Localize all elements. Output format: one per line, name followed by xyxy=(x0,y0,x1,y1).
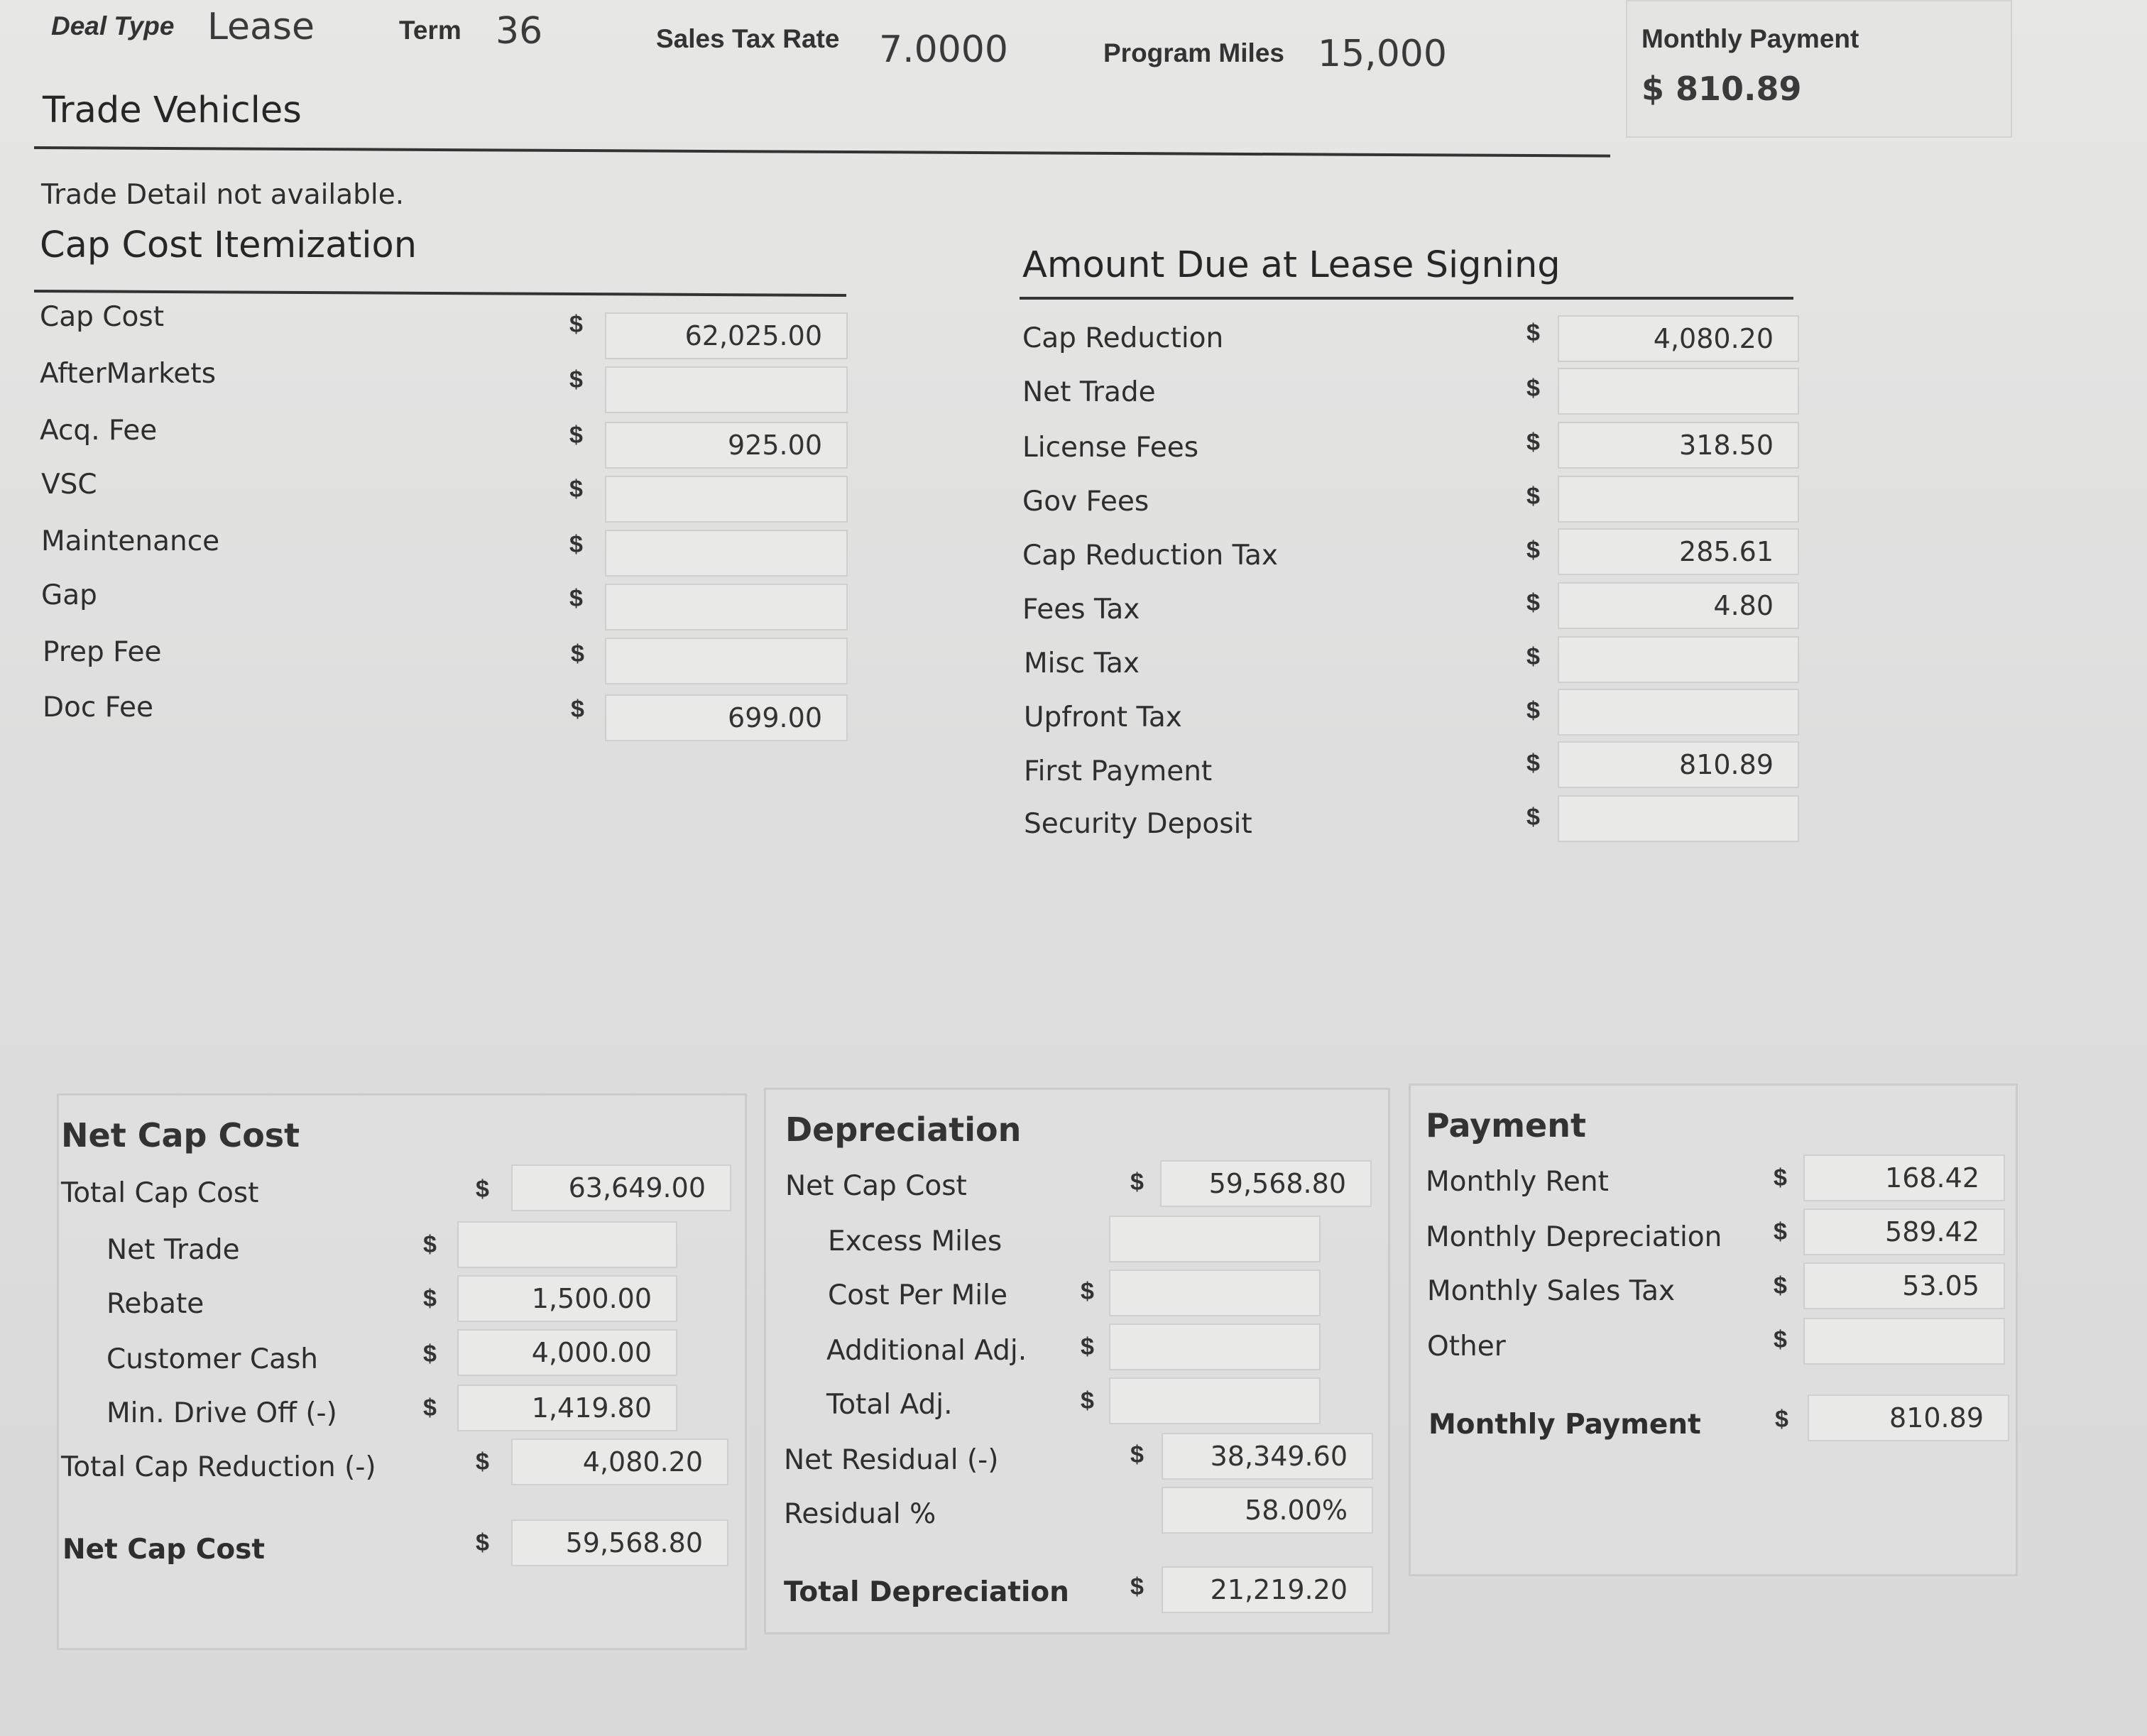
net-residual-field[interactable]: 38,349.60 xyxy=(1162,1433,1373,1480)
monthly-payment-field[interactable]: 810.89 xyxy=(1808,1394,2009,1441)
net-cap-cost-label: Net Cap Cost xyxy=(62,1534,266,1566)
net-trade-field[interactable] xyxy=(1558,368,1799,415)
currency-sign: $ xyxy=(423,1341,437,1367)
currency-sign: $ xyxy=(1526,643,1540,670)
currency-sign: $ xyxy=(1526,589,1540,616)
program-miles-value: 15,000 xyxy=(1318,33,1447,75)
misc-tax-label: Misc Tax xyxy=(1024,648,1140,679)
vsc-field[interactable] xyxy=(605,476,848,523)
amount-due-title: Amount Due at Lease Signing xyxy=(1022,244,1561,286)
aftermarkets-label: AfterMarkets xyxy=(40,358,217,390)
currency-sign: $ xyxy=(1775,1406,1788,1433)
net-trade-label: Net Trade xyxy=(106,1234,240,1266)
acq-fee-field[interactable]: 925.00 xyxy=(605,422,848,469)
currency-sign: $ xyxy=(569,531,583,558)
gap-label: Gap xyxy=(41,579,97,611)
program-miles-label: Program Miles xyxy=(1103,38,1284,67)
monthly-payment-card xyxy=(1626,0,2012,138)
currency-sign: $ xyxy=(476,1176,489,1203)
net-residual-label: Net Residual (-) xyxy=(784,1444,999,1476)
customer-cash-field[interactable]: 4,000.00 xyxy=(457,1329,677,1376)
monthly-depreciation-field[interactable]: 589.42 xyxy=(1803,1208,2005,1255)
currency-sign: $ xyxy=(476,1448,489,1475)
trade-vehicles-title: Trade Vehicles xyxy=(43,89,302,131)
security-deposit-label: Security Deposit xyxy=(1024,808,1252,840)
monthly-payment-header-label: Monthly Payment xyxy=(1641,24,1859,53)
upfront-tax-label: Upfront Tax xyxy=(1024,702,1182,733)
total-adj-field[interactable] xyxy=(1109,1377,1321,1424)
rebate-label: Rebate xyxy=(106,1288,204,1320)
fees-tax-field[interactable]: 4.80 xyxy=(1558,582,1799,629)
cost-per-mile-label: Cost Per Mile xyxy=(828,1279,1007,1311)
min-drive-off-label: Min. Drive Off (-) xyxy=(106,1397,337,1429)
currency-sign: $ xyxy=(1526,750,1540,777)
prep-fee-label: Prep Fee xyxy=(43,636,162,668)
acq-fee-label: Acq. Fee xyxy=(40,415,158,447)
cap-reduction-tax-label: Cap Reduction Tax xyxy=(1022,540,1278,572)
depreciation-panel-title: Depreciation xyxy=(785,1110,1022,1149)
monthly-payment-label: Monthly Payment xyxy=(1428,1409,1701,1441)
min-drive-off-field[interactable]: 1,419.80 xyxy=(457,1385,677,1431)
currency-sign: $ xyxy=(1774,1164,1787,1191)
currency-sign: $ xyxy=(1526,320,1540,346)
cap-reduction-tax-field[interactable]: 285.61 xyxy=(1558,528,1799,575)
currency-sign: $ xyxy=(1526,375,1540,402)
currency-sign: $ xyxy=(423,1285,437,1312)
currency-sign: $ xyxy=(1130,1573,1144,1600)
term-label: Term xyxy=(399,16,461,45)
residual-pct-label: Residual % xyxy=(784,1498,936,1530)
currency-sign: $ xyxy=(1130,1441,1144,1468)
currency-sign: $ xyxy=(1526,429,1540,456)
rebate-field[interactable]: 1,500.00 xyxy=(457,1275,677,1322)
net-cap-panel-title: Net Cap Cost xyxy=(61,1116,300,1154)
currency-sign: $ xyxy=(1130,1169,1144,1196)
deal-type-value: Lease xyxy=(207,6,315,48)
currency-sign: $ xyxy=(476,1529,489,1556)
gap-field[interactable] xyxy=(605,584,848,630)
currency-sign: $ xyxy=(1081,1387,1094,1414)
vsc-label: VSC xyxy=(41,469,97,501)
monthly-sales-tax-field[interactable]: 53.05 xyxy=(1803,1262,2005,1309)
other-label: Other xyxy=(1427,1331,1506,1363)
currency-sign: $ xyxy=(569,311,583,338)
trade-detail-text: Trade Detail not available. xyxy=(41,179,405,211)
excess-miles-field[interactable] xyxy=(1109,1216,1321,1262)
maintenance-label: Maintenance xyxy=(41,525,220,557)
cap-cost-rule xyxy=(34,290,846,297)
upfront-tax-field[interactable] xyxy=(1558,689,1799,736)
total-depreciation-field[interactable]: 21,219.20 xyxy=(1162,1566,1373,1613)
residual-pct-field[interactable]: 58.00% xyxy=(1162,1487,1373,1534)
dep-net-cap-cost-label: Net Cap Cost xyxy=(785,1170,967,1202)
currency-sign: $ xyxy=(1774,1218,1787,1245)
additional-adj-label: Additional Adj. xyxy=(826,1335,1027,1367)
sales-tax-value: 7.0000 xyxy=(879,28,1008,71)
currency-sign: $ xyxy=(569,476,583,503)
monthly-rent-label: Monthly Rent xyxy=(1426,1166,1609,1198)
deal-type-label: Deal Type xyxy=(51,11,175,40)
cap-reduction-field[interactable]: 4,080.20 xyxy=(1558,315,1799,362)
trade-rule xyxy=(34,146,1610,158)
first-payment-label: First Payment xyxy=(1024,755,1213,787)
currency-sign: $ xyxy=(1774,1272,1787,1299)
currency-sign: $ xyxy=(571,696,584,723)
cost-per-mile-field[interactable] xyxy=(1109,1270,1321,1316)
gov-fees-field[interactable] xyxy=(1558,476,1799,523)
cap-reduction-label: Cap Reduction xyxy=(1022,322,1224,354)
amount-due-rule xyxy=(1020,297,1793,300)
cap-cost-field[interactable]: 62,025.00 xyxy=(605,312,848,359)
total-cap-reduction-field[interactable]: 4,080.20 xyxy=(511,1439,728,1485)
net-trade-label: Net Trade xyxy=(1022,376,1156,408)
doc-fee-label: Doc Fee xyxy=(43,692,154,724)
fees-tax-label: Fees Tax xyxy=(1022,594,1140,626)
currency-sign: $ xyxy=(1081,1333,1094,1360)
currency-sign: $ xyxy=(571,640,584,667)
monthly-rent-field[interactable]: 168.42 xyxy=(1803,1154,2005,1201)
total-adj-label: Total Adj. xyxy=(826,1389,953,1421)
currency-sign: $ xyxy=(1774,1326,1787,1353)
currency-sign: $ xyxy=(423,1231,437,1258)
maintenance-field[interactable] xyxy=(605,530,848,577)
currency-sign: $ xyxy=(1526,697,1540,724)
currency-sign: $ xyxy=(569,422,583,449)
customer-cash-label: Customer Cash xyxy=(106,1343,319,1375)
currency-sign: $ xyxy=(1526,537,1540,564)
currency-sign: $ xyxy=(569,585,583,612)
total-depreciation-label: Total Depreciation xyxy=(784,1576,1069,1608)
other-field[interactable] xyxy=(1803,1318,2005,1365)
currency-sign: $ xyxy=(1526,804,1540,831)
total-cap-reduction-label: Total Cap Reduction (-) xyxy=(61,1451,376,1483)
currency-sign: $ xyxy=(569,366,583,393)
excess-miles-label: Excess Miles xyxy=(828,1225,1003,1257)
dep-net-cap-cost-field[interactable]: 59,568.80 xyxy=(1160,1160,1372,1207)
currency-sign: $ xyxy=(1526,483,1540,510)
payment-panel-title: Payment xyxy=(1426,1106,1586,1145)
currency-sign: $ xyxy=(423,1394,437,1421)
misc-tax-field[interactable] xyxy=(1558,636,1799,683)
license-fees-label: License Fees xyxy=(1022,432,1199,464)
total-cap-cost-label: Total Cap Cost xyxy=(61,1177,259,1209)
cap-cost-title: Cap Cost Itemization xyxy=(40,224,417,266)
license-fees-field[interactable]: 318.50 xyxy=(1558,422,1799,469)
additional-adj-field[interactable] xyxy=(1109,1323,1321,1370)
gov-fees-label: Gov Fees xyxy=(1022,486,1149,518)
sales-tax-label: Sales Tax Rate xyxy=(656,24,840,53)
currency-sign: $ xyxy=(1081,1278,1094,1305)
monthly-depreciation-label: Monthly Depreciation xyxy=(1426,1221,1722,1253)
monthly-sales-tax-label: Monthly Sales Tax xyxy=(1427,1275,1676,1307)
total-cap-cost-field[interactable]: 63,649.00 xyxy=(511,1164,731,1211)
net-trade-field[interactable] xyxy=(457,1221,677,1268)
security-deposit-field[interactable] xyxy=(1558,795,1799,842)
term-value: 36 xyxy=(496,10,543,53)
net-cap-cost-field[interactable]: 59,568.80 xyxy=(511,1519,728,1566)
aftermarkets-field[interactable] xyxy=(605,366,848,413)
doc-fee-field[interactable]: 699.00 xyxy=(605,694,848,741)
cap-cost-row-label: Cap Cost xyxy=(40,301,164,333)
monthly-payment-header-value: $ 810.89 xyxy=(1641,70,1802,108)
prep-fee-field[interactable] xyxy=(605,638,848,684)
first-payment-field[interactable]: 810.89 xyxy=(1558,741,1799,788)
